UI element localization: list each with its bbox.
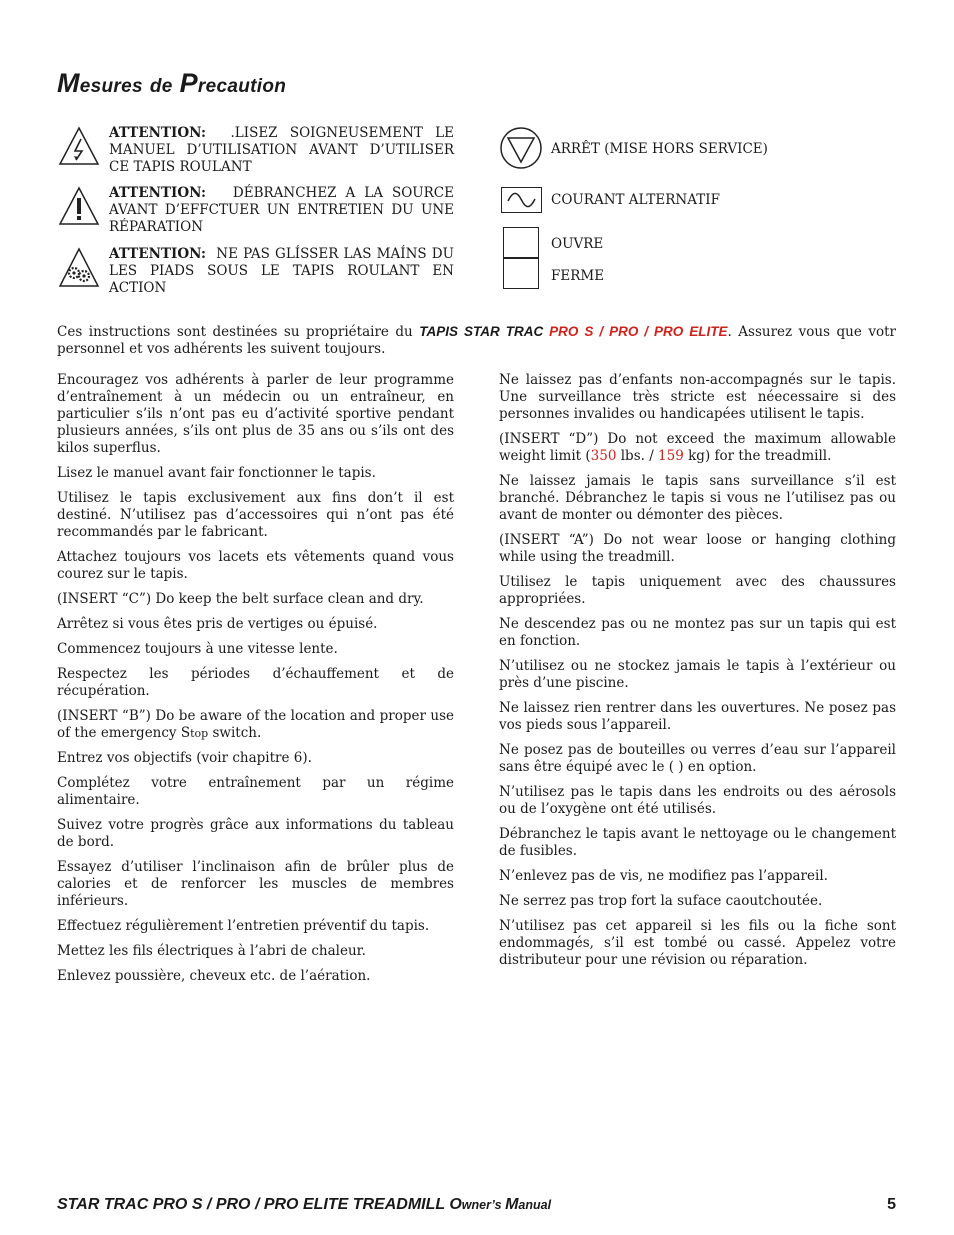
electric-shock-triangle-icon — [57, 125, 109, 176]
list-item: Commencez toujours à une vitesse lente. — [57, 641, 338, 657]
list-item: (INSERT “A”) Do not wear loose or hanging clothing while using the treadmill. — [499, 532, 896, 565]
list-item: (INSERT “C”) Do keep the belt surface clean and dry. — [57, 591, 424, 607]
list-item: N’utilisez ou ne stockez jamais le tapis à l’extérieur ou près d’une piscine. — [499, 658, 896, 691]
list-item: Attachez toujours vos lacets ets vêtements quand vous courez sur le tapis. — [57, 549, 454, 582]
list-item: Lisez le manuel avant fair fonctionner le tapis. — [57, 465, 376, 481]
list-item: Arrêtez si vous êtes pris de vertiges ou épuisé. — [57, 616, 378, 632]
power-on-box-icon — [503, 227, 539, 258]
close-label: FERME — [551, 268, 605, 284]
list-item: N’utilisez pas le tapis dans les endroits ou des aérosols ou de l’oxygène ont été utilisés. — [499, 784, 896, 817]
alternating-current-label: COURANT ALTERNATIF — [551, 192, 720, 208]
page-number: 5 — [887, 1196, 896, 1213]
stop-symbol-icon — [500, 127, 544, 175]
list-item: Suivez votre progrès grâce aux informations du tableau de bord. — [57, 817, 454, 850]
list-item: Complétez votre entraînement par un régime alimentaire. — [57, 775, 454, 808]
list-item: Ne laissez rien rentrer dans les ouvertures. Ne posez pas vos pieds sous l’appareil. — [499, 700, 896, 733]
exclamation-triangle-icon — [57, 185, 109, 236]
list-item: Ne laissez pas d’enfants non-accompagnés sur le tapis. Une surveillance très stricte est néecessaire si des personnes invalides ou handicapées utilisent le tapis. — [499, 372, 896, 422]
list-item: Ne posez pas de bouteilles ou verres d’eau sur l’appareil sans être équipé avec le ( ) en option. — [499, 742, 896, 775]
page-footer — [57, 1196, 896, 1218]
list-item: Utilisez le tapis uniquement avec des chaussures appropriées. — [499, 574, 896, 607]
list-item: Respectez les périodes d’échauffement et de récupération. — [57, 666, 454, 699]
list-item: Ne serrez pas trop fort la suface caoutchoutée. — [499, 893, 823, 909]
list-item: Effectuez régulièrement l’entretien préventif du tapis. — [57, 918, 430, 934]
gears-triangle-icon — [57, 246, 109, 297]
model-name: PRO S / PRO / PRO ELITE — [549, 324, 728, 339]
intro-paragraph: Ces instructions sont destinées su propriétaire du TAPIS STAR TRAC PRO S / PRO / PRO ELITE. Assurez vous que votr personnel et vos adhérents les suivent toujours. — [57, 324, 897, 357]
list-item: N’enlevez pas de vis, ne modifiez pas l’appareil. — [499, 868, 828, 884]
stop-symbol-label: ARRÊT (MISE HORS SERVICE) — [551, 141, 768, 157]
list-item: Ne descendez pas ou ne montez pas sur un tapis qui est en fonction. — [499, 616, 896, 649]
left-column — [57, 372, 454, 993]
open-label: OUVRE — [551, 236, 604, 252]
list-item: Essayez d’utiliser l’inclinaison afin de brûler plus de calories et de renforcer les muscles de membres inférieurs. — [57, 859, 454, 909]
list-item: Mettez les fils électriques à l’abri de chaleur. — [57, 943, 366, 959]
list-item: Ne laissez jamais le tapis sans surveillance s’il est branché. Débranchez le tapis si vous ne l’utilisez pas ou avant de monter ou démonter des pièces. — [499, 473, 896, 523]
list-item: Débranchez le tapis avant le nettoyage ou le changement de fusibles. — [499, 826, 896, 859]
page-title: Mesures de Precaution — [57, 68, 287, 98]
insert-b-item: (INSERT “B”) Do be aware of the location and proper use of the emergency Stop switch. — [57, 708, 454, 741]
insert-d-item: (INSERT “D”) Do not exceed the maximum allowable weight limit (350 lbs. / 159 kg) for the treadmill. — [499, 431, 896, 464]
list-item: Entrez vos objectifs (voir chapitre 6). — [57, 750, 312, 766]
warning-read-manual: ATTENTION: .LISEZ SOIGNEUSEMENT LE MANUEL D’UTILISATION AVANT D’UTILISER CE TAPIS ROULANT — [57, 125, 454, 176]
list-item: Encouragez vos adhérents à parler de leur programme d’entraînement à un médecin ou un entraîneur, en particulier s’ils n’ont pas eu d’activité sportive pendant plusieurs années, s’ils ont plus de 35 ans ou s’ils ont des kilos superflus. — [57, 372, 454, 456]
power-off-box-icon — [503, 258, 539, 289]
warning-hands-feet: ATTENTION: NE PAS GLÍSSER LAS MAÍNS DU LES PIADS SOUS LE TAPIS ROULANT EN ACTION — [57, 246, 454, 297]
warning-unplug: ATTENTION: DÉBRANCHEZ A LA SOURCE AVANT D’EFFCTUER UN ENTRETIEN DU UNE RÉPARATION — [57, 185, 454, 236]
list-item: Enlevez poussière, cheveux etc. de l’aération. — [57, 968, 371, 984]
list-item: N’utilisez pas cet appareil si les fils ou la fiche sont endommagés, s’il est tombé ou cassé. Appelez votre distributeur pour une révision ou réparation. — [499, 918, 896, 968]
alternating-current-icon — [501, 187, 542, 213]
right-column — [499, 372, 896, 977]
list-item: Utilisez le tapis exclusivement aux fins don’t il est destiné. N’utilisez pas d’accessoires qui n’ont pas été recommandés par le fabricant. — [57, 490, 454, 540]
footer-manual-title: STAR TRAC PRO S / PRO / PRO ELITE TREADMILL Owner’s Manual — [57, 1196, 552, 1213]
